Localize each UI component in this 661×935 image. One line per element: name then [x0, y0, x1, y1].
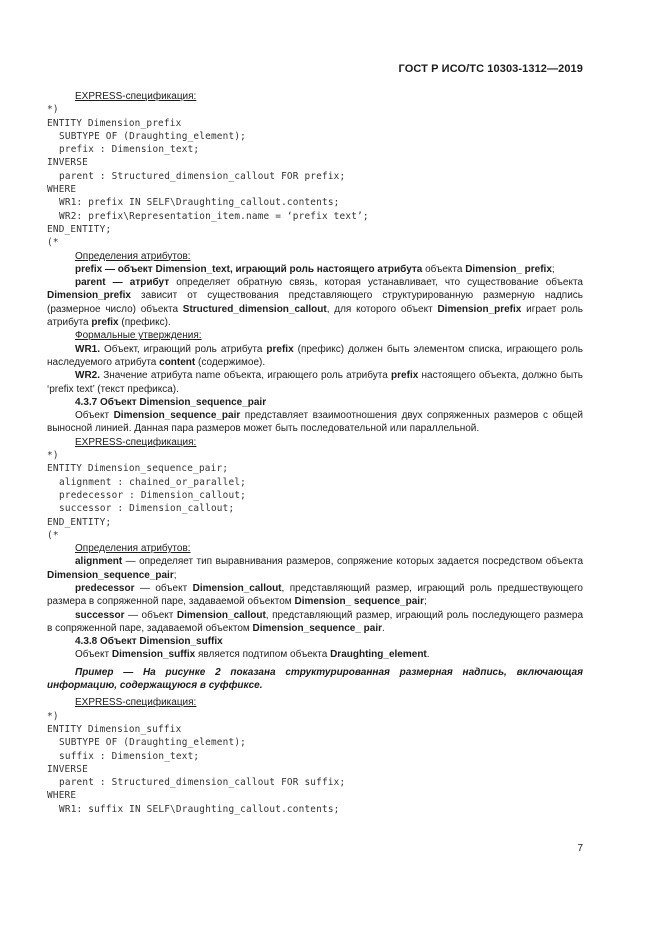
code-line: WR1: suffix IN SELF\Draughting_callout.contents;	[59, 803, 340, 815]
text: Объект	[75, 410, 114, 422]
text: — объект	[134, 582, 193, 594]
code-line: *)	[47, 710, 59, 722]
entity-ref: content	[159, 356, 196, 368]
text: .	[382, 622, 385, 634]
section-heading-4-3-7: 4.3.7 Объект Dimension_sequence_pair	[75, 396, 267, 408]
code-line: SUBTYPE OF (Draughting_element);	[59, 130, 247, 142]
term: WR1.	[75, 343, 100, 355]
entity-ref: Dimension_sequence_pair	[47, 569, 174, 581]
entity-ref: prefix	[91, 317, 119, 329]
text: Объект	[75, 649, 112, 661]
formal-rules-label: Формальные утверждения:	[75, 330, 202, 342]
code-line: INVERSE	[47, 763, 88, 775]
document-body	[47, 90, 583, 816]
code-line: alignment : chained_or_parallel;	[59, 476, 247, 488]
code-line: WR1: prefix IN SELF\Draughting_callout.contents;	[59, 197, 340, 209]
term: successor	[75, 609, 125, 621]
prefix-definition	[47, 263, 583, 276]
sequence-pair-intro	[47, 409, 583, 436]
code-line: END_ENTITY;	[47, 516, 112, 528]
text: зависит от существования представляющего структурированную размерную надпись (размерное число) объекта	[47, 290, 583, 315]
page-number: 7	[577, 843, 583, 854]
code-line: ENTITY Dimension_sequence_pair;	[47, 463, 229, 475]
suffix-intro	[47, 648, 583, 661]
express-spec-label: EXPRESS-спецификация:	[75, 697, 197, 709]
code-line: WR2: prefix\Representation_item.name = ‘prefix text’;	[59, 210, 369, 222]
section-heading-4-3-8: 4.3.8 Объект Dimension_suffix	[75, 636, 223, 648]
text: — определяет тип выравнивания размеров, сопряжение которых задается посредством объекта	[122, 556, 583, 568]
text: представляет взаимоотношения двух сопряженных размеров с общей выносной линией. Данная пара размеров может быть последовательной или параллельной.	[47, 410, 583, 435]
successor-definition	[47, 609, 583, 636]
entity-ref: Dimension_ sequence_pair	[294, 596, 424, 608]
alignment-definition	[47, 555, 583, 582]
entity-ref: Dimension_prefix	[437, 303, 522, 315]
code-line: *)	[47, 450, 59, 462]
entity-ref: Structured_dimension_callout	[182, 303, 327, 315]
entity-ref: Dimension_prefix	[47, 290, 131, 302]
text: .	[426, 649, 430, 661]
text: (префикс).	[118, 317, 171, 329]
code-line: predecessor : Dimension_callout;	[59, 489, 247, 501]
term: alignment	[75, 556, 123, 568]
code-line: prefix : Dimension_text;	[59, 144, 200, 156]
term: prefix — объект Dimension_text	[75, 263, 230, 275]
code-line: WHERE	[47, 184, 77, 196]
express-spec-label: EXPRESS-спецификация:	[75, 91, 197, 102]
code-line: *)	[47, 104, 59, 116]
code-line: (*	[47, 237, 59, 249]
code-line: END_ENTITY;	[47, 223, 112, 235]
code-line: ENTITY Dimension_suffix	[47, 723, 182, 735]
term: parent — атрибут	[75, 277, 170, 289]
text: ;	[423, 596, 427, 608]
example-note: Пример — На рисунке 2 показана структурированная размерная надпись, включающая информацию, содержащуюся в суффиксе.	[47, 666, 583, 692]
text: Значение атрибута name объекта, играющего роль атрибута	[100, 370, 392, 382]
entity-ref: Dimension_sequence_pair	[113, 410, 241, 422]
text: определяет обратную связь, которая устанавливает, что существование объекта	[169, 277, 583, 289]
text: играет роль атрибута	[47, 303, 583, 329]
code-line: suffix : Dimension_text;	[59, 750, 200, 762]
code-line: successor : Dimension_callout;	[59, 503, 235, 515]
code-line: (*	[47, 529, 59, 541]
code-line: SUBTYPE OF (Draughting_element);	[59, 737, 247, 749]
entity-ref: Draughting_element	[330, 649, 427, 661]
code-block-sequence-pair	[47, 449, 583, 542]
text: , представляющий размер, играющий роль предшествующего размера в сопряженной паре, задаваемой объектом	[47, 582, 583, 608]
text: (префикс) должен быть элементом списка, играющего роль наследуемого атрибута	[47, 343, 583, 368]
text: является подтипом объекта	[195, 649, 331, 661]
term: predecessor	[75, 582, 135, 594]
term: WR2.	[75, 370, 100, 382]
parent-definition	[47, 276, 583, 329]
code-line: WHERE	[47, 790, 77, 802]
text: ;	[173, 569, 177, 581]
attr-defs-label: Определения атрибутов:	[75, 543, 191, 555]
code-line: parent : Structured_dimension_callout FOR prefix;	[59, 170, 346, 182]
entity-ref: prefix	[391, 370, 419, 382]
entity-ref: Dimension_callout	[192, 582, 282, 594]
entity-ref: prefix	[266, 343, 294, 355]
entity-ref: Dimension_ prefix	[465, 263, 552, 275]
entity-ref: Dimension_sequence_ pair	[252, 622, 383, 634]
entity-ref: Dimension_suffix	[111, 649, 196, 661]
entity-ref: Dimension_callout	[176, 609, 266, 621]
code-line: parent : Structured_dimension_callout FOR suffix;	[59, 777, 346, 789]
text: , играющий роль настоящего атрибута	[229, 263, 423, 275]
predecessor-definition	[47, 582, 583, 609]
text: , представляющий размер, играющий роль последующего размера в сопряженной паре, задаваемой объектом	[47, 609, 584, 634]
text: настоящего объекта, должно быть ‘prefix text’ (текст префикса).	[47, 370, 583, 395]
code-block-dimension-prefix	[47, 103, 583, 249]
text: ;	[551, 263, 555, 275]
code-line: INVERSE	[47, 157, 88, 169]
text: Объект, играющий роль атрибута	[100, 343, 267, 355]
code-block-dimension-suffix	[47, 710, 583, 816]
express-spec-label: EXPRESS-спецификация:	[75, 436, 197, 448]
text: — объект	[124, 609, 177, 621]
wr2-rule	[47, 369, 583, 396]
wr1-rule	[47, 343, 583, 370]
text: объекта	[422, 263, 466, 275]
page-header: ГОСТ Р ИСО/ТС 10303-1312—2019	[398, 63, 583, 75]
text: (содержимое).	[195, 356, 266, 368]
text: , для которого объект	[326, 303, 438, 315]
code-line: ENTITY Dimension_prefix	[47, 117, 182, 129]
attr-defs-label: Определения атрибутов:	[75, 250, 191, 262]
